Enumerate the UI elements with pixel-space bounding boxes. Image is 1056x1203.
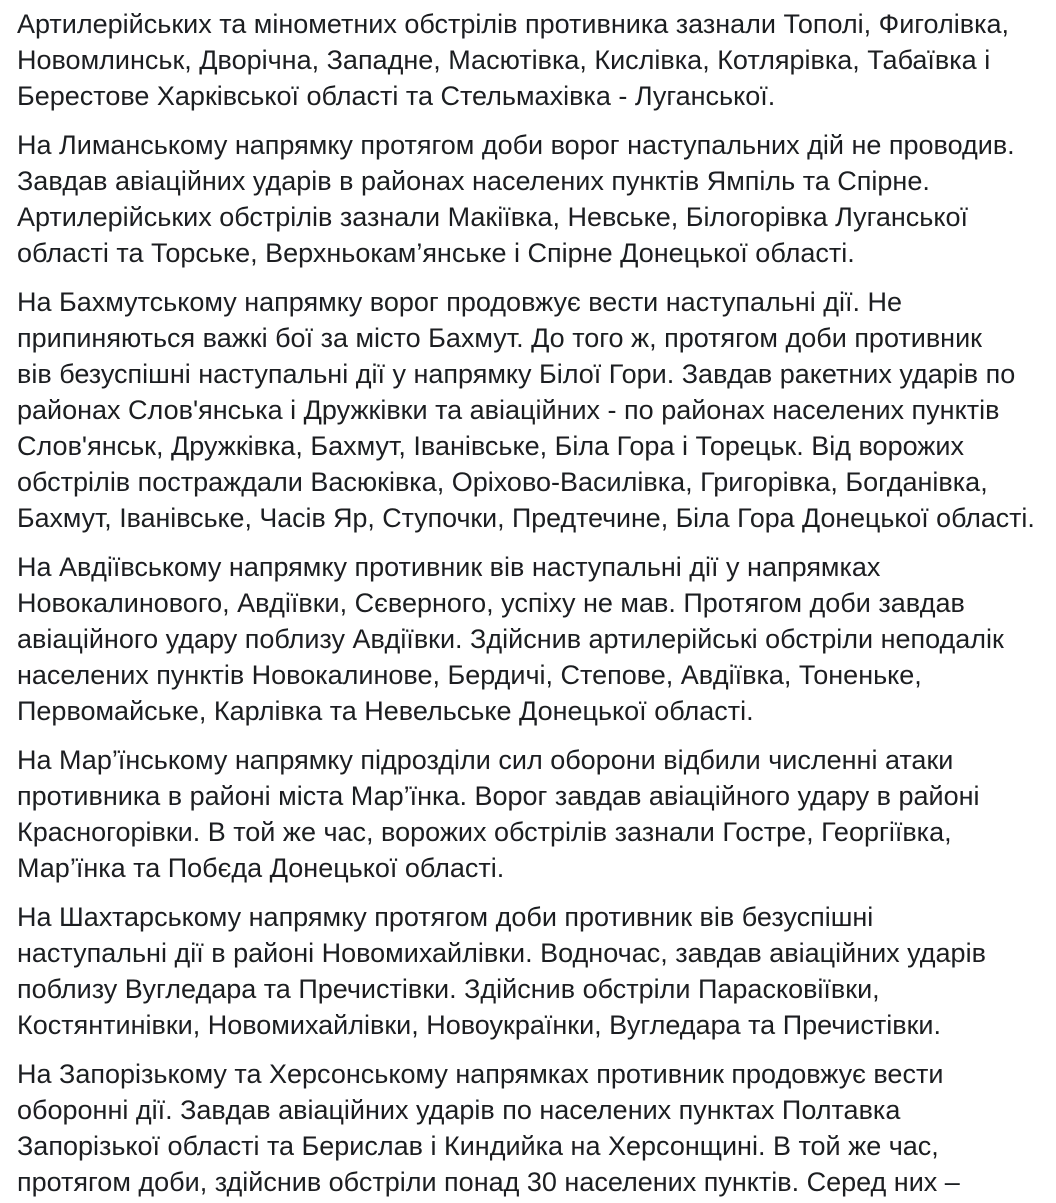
text-line: Слов'янськ, Дружківка, Бахмут, Іванівське, Біла Гора і Торецьк. Від ворожих [17, 431, 964, 461]
paragraph-lyman [17, 127, 1036, 271]
text-line: На Запорізькому та Херсонському напрямках противник продовжує вести [17, 1059, 944, 1089]
text-line: Красногорівки. В той же час, ворожих обстрілів зазнали Гостре, Георгіївка, [17, 817, 952, 847]
text-line: Завдав авіаційних ударів в районах населених пунктів Ямпіль та Спірне. [17, 166, 930, 196]
text-line: Новокалинового, Авдіївки, Сєверного, успіху не мав. Протягом доби завдав [17, 588, 965, 618]
text-line: Артилерійських обстрілів зазнали Макіївка, Невське, Білогорівка Луганської [17, 202, 968, 232]
paragraph-bakhmut [17, 284, 1036, 536]
text-line: населених пунктів Новокалинове, Бердичі, Степове, Авдіївка, Тоненьке, [17, 660, 922, 690]
text-line: районах Слов'янська і Дружківки та авіаційних - по районах населених пунктів [17, 395, 1000, 425]
paragraph-avdiivka [17, 549, 1036, 729]
paragraph-shakhtarsk [17, 899, 1036, 1043]
text-line: Новомлинськ, Дворічна, Западне, Масютівка, Кислівка, Котлярівка, Табаївка і [17, 45, 991, 75]
text-line: На Авдіївському напрямку противник вів наступальні дії у напрямках [17, 552, 881, 582]
paragraph-zaporizhzhia-kherson [17, 1056, 1036, 1200]
text-line: поблизу Вугледара та Пречистівки. Здійснив обстріли Парасковіївки, [17, 974, 880, 1004]
text-line: вів безуспішні наступальні дії у напрямку Білої Гори. Завдав ракетних ударів по [17, 359, 1016, 389]
text-line: Артилерійських та мінометних обстрілів противника зазнали Тополі, Фиголівка, [17, 9, 1009, 39]
text-line: Мар’їнка та Побєда Донецької області. [17, 853, 505, 883]
text-line: противника в районі міста Мар’їнка. Ворог завдав авіаційного удару в районі [17, 781, 980, 811]
text-line: На Лиманському напрямку протягом доби ворог наступальних дій не проводив. [17, 130, 1015, 160]
paragraph-kharkiv [17, 6, 1036, 114]
text-line: Первомайське, Карлівка та Невельське Донецької області. [17, 696, 754, 726]
text-line: Берестове Харківської області та Стельмахівка - Луганської. [17, 81, 776, 111]
text-line: авіаційного удару поблизу Авдіївки. Здійснив артилерійські обстріли неподалік [17, 624, 1004, 654]
page-scrollbar[interactable] [1050, 0, 1056, 1203]
text-line: протягом доби, здійснив обстріли понад 30 населених пунктів. Серед них – [17, 1167, 960, 1197]
text-line: обстрілів постраждали Васюківка, Оріхово-Василівка, Григорівка, Богданівка, [17, 467, 988, 497]
text-line: Запорізької області та Берислав і Киндийка на Херсонщині. В той же час, [17, 1131, 939, 1161]
text-line: припиняються важкі бої за місто Бахмут. До того ж, протягом доби противник [17, 323, 982, 353]
text-line: На Шахтарському напрямку протягом доби противник вів безуспішні [17, 902, 874, 932]
paragraph-marinka [17, 742, 1036, 886]
text-line: На Мар’їнському напрямку підрозділи сил оборони відбили численні атаки [17, 745, 954, 775]
text-line: Бахмут, Іванівське, Часів Яр, Ступочки, Предтечине, Біла Гора Донецької області. [17, 503, 1035, 533]
text-line: оборонні дії. Завдав авіаційних ударів по населених пунктах Полтавка [17, 1095, 901, 1125]
text-line: області та Торське, Верхньокам’янське і Спірне Донецької області. [17, 238, 855, 268]
text-line: На Бахмутському напрямку ворог продовжує вести наступальні дії. Не [17, 287, 903, 317]
text-line: наступальні дії в районі Новомихайлівки. Водночас, завдав авіаційних ударів [17, 938, 986, 968]
text-line: Костянтинівки, Новомихайлівки, Новоукраїнки, Вугледара та Пречистівки. [17, 1010, 941, 1040]
